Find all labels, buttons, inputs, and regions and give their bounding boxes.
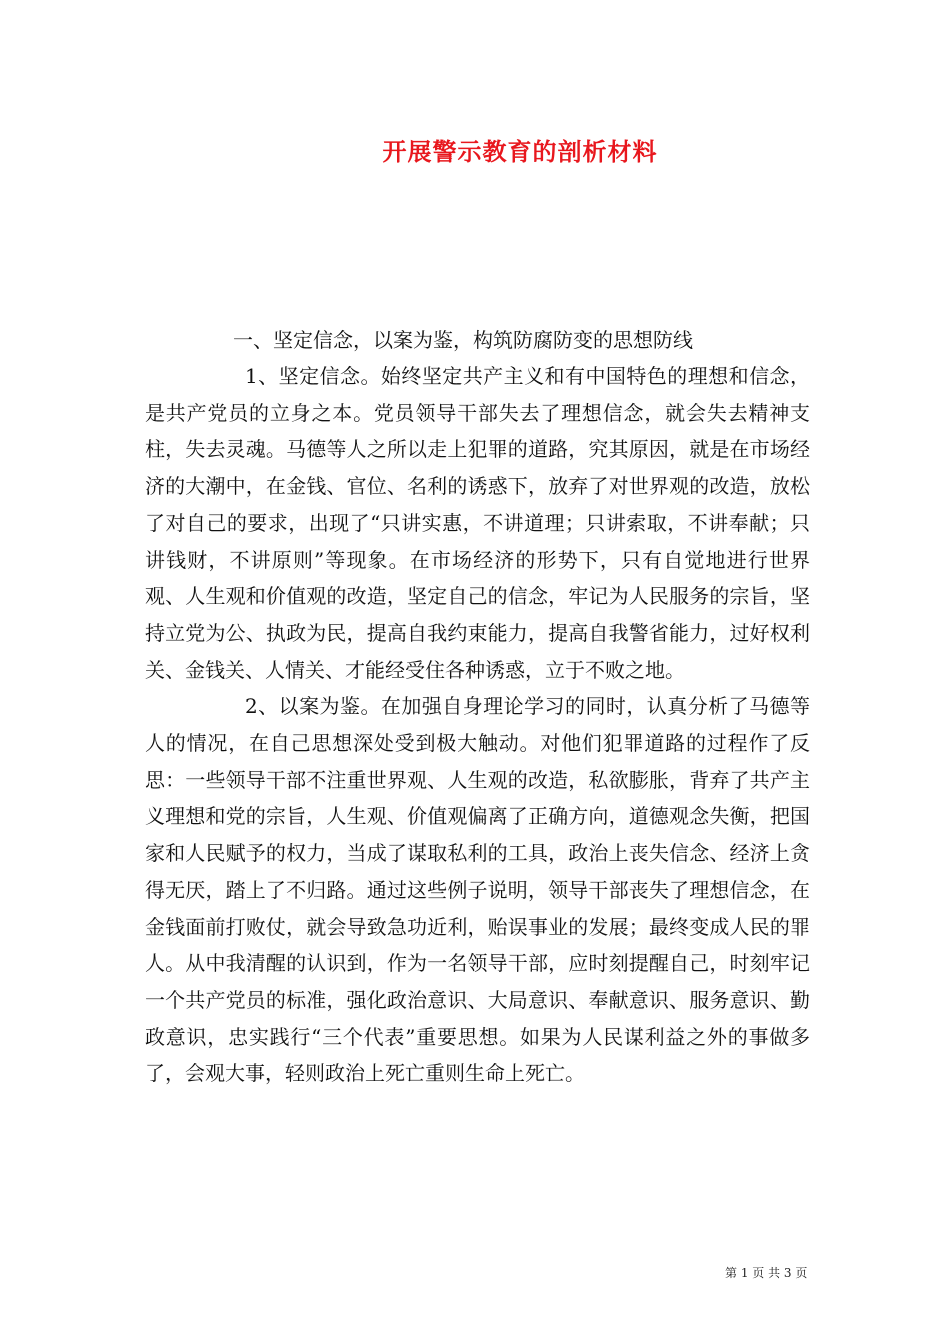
page-title: 开展警示教育的剖析材料 xyxy=(382,137,658,166)
document-body xyxy=(145,322,810,1092)
paragraph-1: 1、坚定信念。始终坚定共产主义和有中国特色的理想和信念，是共产党员的立身之本。党员领导干部失去了理想信念，就会失去精神支柱，失去灵魂。马德等人之所以走上犯罪的道路，究其原因，就是在市场经济的大潮中，在金钱、官位、名利的诱惑下，放弃了对世界观的改造，放松了对自己的要求，出现了“只讲实惠，不讲道理；只讲索取，不讲奉献；只讲钱财，不讲原则”等现象。在市场经济的形势下，只有自觉地进行世界观、人生观和价值观的改造，坚定自己的信念，牢记为人民服务的宗旨，坚持立党为公、执政为民，提高自我约束能力，提高自我警省能力，过好权利关、金钱关、人情关、才能经受住各种诱惑，立于不败之地。 xyxy=(145,364,810,682)
paragraph-2: 2、以案为鉴。在加强自身理论学习的同时，认真分析了马德等人的情况，在自己思想深处受到极大触动。对他们犯罪道路的过程作了反思：一些领导干部不注重世界观、人生观的改造，私欲膨胀，背弃了共产主义理想和党的宗旨，人生观、价值观偏离了正确方向，道德观念失衡，把国家和人民赋予的权力，当成了谋取私利的工具，政治上丧失信念、经济上贪得无厌，踏上了不归路。通过这些例子说明，领导干部丧失了理想信念，在金钱面前打败仗，就会导致急功近利，贻误事业的发展；最终变成人民的罪人。从中我清醒的认识到，作为一名领导干部，应时刻提醒自己，时刻牢记一个共产党员的标准，强化政治意识、大局意识、奉献意识、服务意识、勤政意识，忠实践行“三个代表”重要思想。如果为人民谋利益之外的事做多了，会观大事，轻则政治上死亡重则生命上死亡。 xyxy=(145,694,810,1086)
page-footer: 第 1 页 共 3 页 xyxy=(725,1266,808,1280)
section-heading: 一、坚定信念，以案为鉴，构筑防腐防变的思想防线 xyxy=(233,328,693,352)
